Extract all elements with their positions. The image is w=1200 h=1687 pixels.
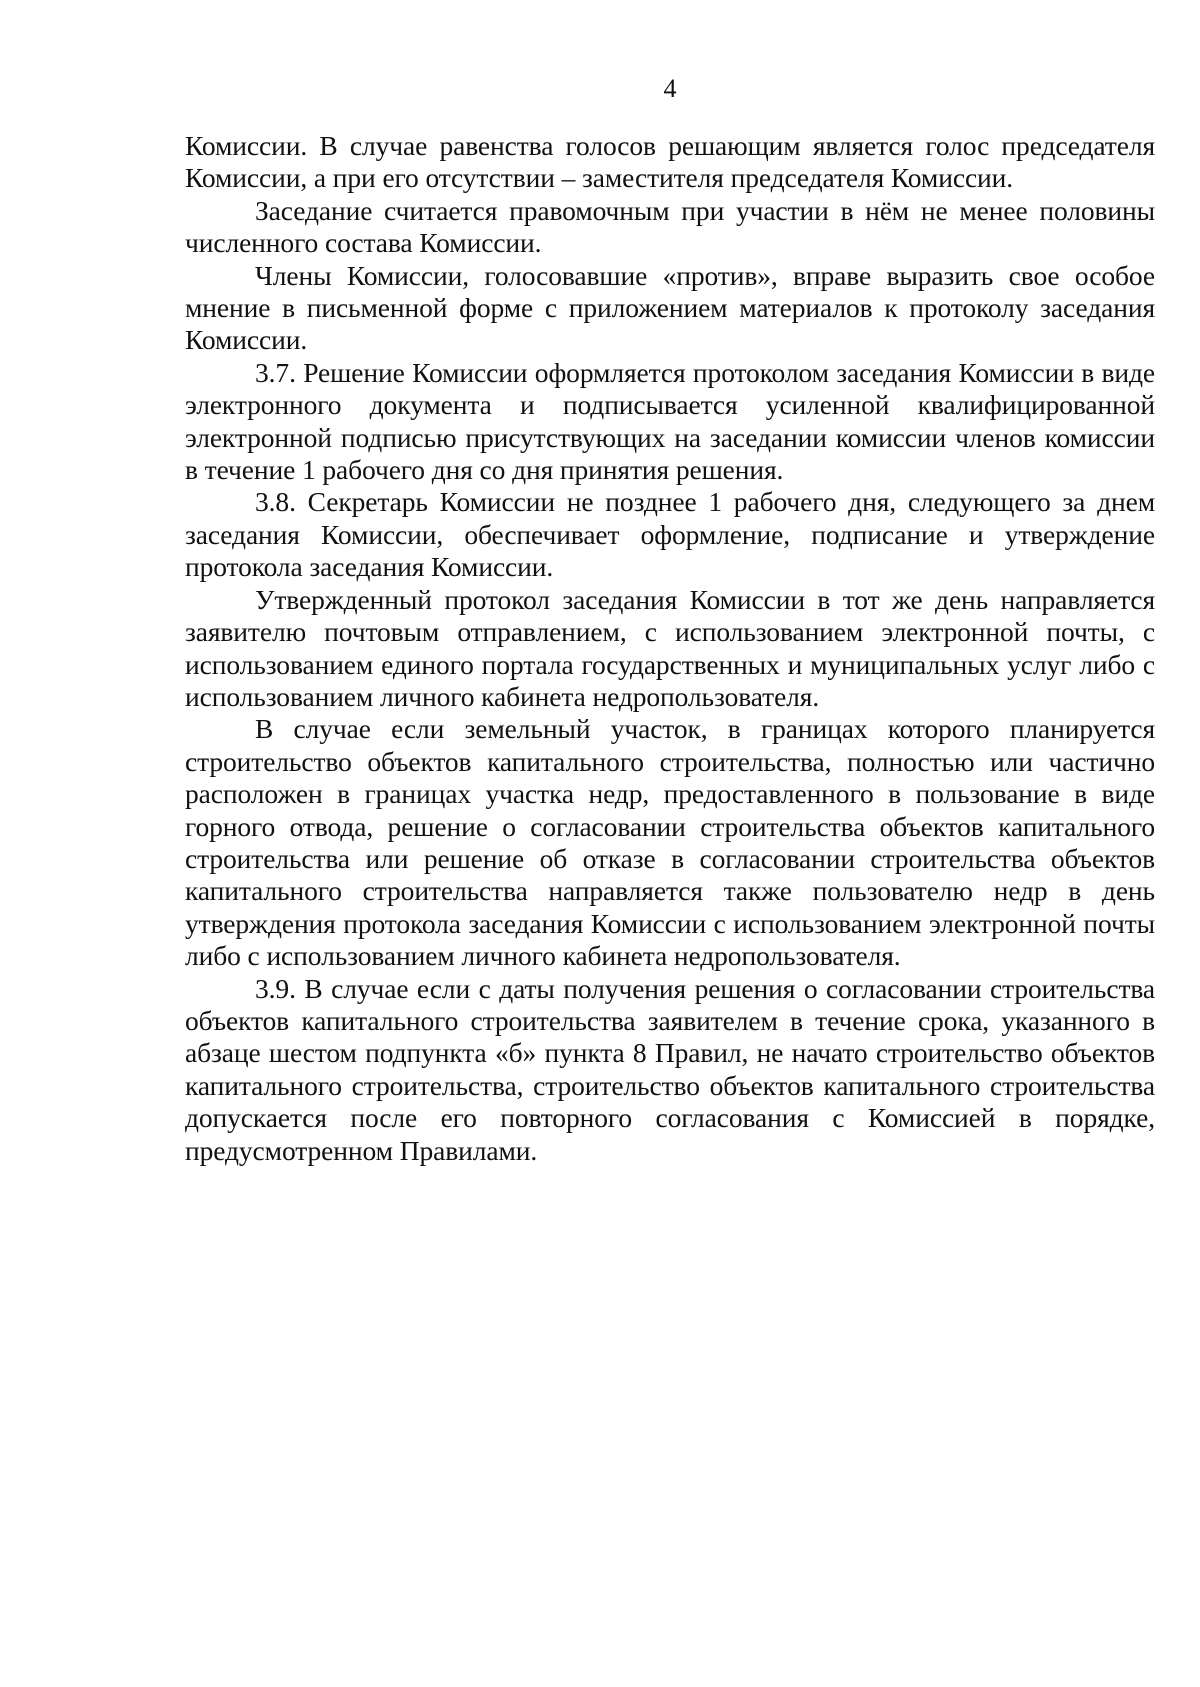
paragraph-3-7: 3.7. Решение Комиссии оформляется протоколом заседания Комиссии в виде электронного документа и подписывается усиленной квалифицированной электронной подписью присутствующих на заседании комиссии членов комиссии в течение 1 рабочего дня со дня принятия решения. (185, 356, 1155, 486)
paragraph-3-9: 3.9. В случае если с даты получения решения о согласовании строительства объектов капитального строительства заявителем в течение срока, указанного в абзаце шестом подпункта «б» пункта 8 Правил, не начато строительство объектов капитального строительства, строительство объектов капитального строительства допускается после его повторного согласования с Комиссией в порядке, предусмотренном Правилами. (185, 972, 1155, 1166)
paragraph-approved-protocol: Утвержденный протокол заседания Комиссии в тот же день направляется заявителю почтовым отправлением, с использованием электронной почты, с использованием единого портала государственных и муниципальных услуг либо с использованием личного кабинета недропользователя. (185, 583, 1155, 712)
paragraph-3-8: 3.8. Секретарь Комиссии не позднее 1 рабочего дня, следующего за днем заседания Комиссии, обеспечивает оформление, подписание и утверждение протокола заседания Комиссии. (185, 486, 1155, 583)
document-body (185, 130, 1155, 1167)
paragraph-dissenting-opinion: Члены Комиссии, голосовавшие «против», вправе выразить свое особое мнение в письменной форме с приложением материалов к протоколу заседания Комиссии. (185, 259, 1155, 356)
paragraph-land-plot: В случае если земельный участок, в границах которого планируется строительство объектов капитального строительства, полностью или частично расположен в границах участка недр, предоставленного в пользование в виде горного отвода, решение о согласовании строительства объектов капитального строительства или решение об отказе в согласовании строительства объектов капитального строительства направляется также пользователю недр в день утверждения протокола заседания Комиссии с использованием электронной почты либо с использованием личного кабинета недропользователя. (185, 713, 1155, 972)
paragraph-voting-tie: Комиссии. В случае равенства голосов решающим является голос председателя Комиссии, а при его отсутствии – заместителя председателя Комиссии. (185, 130, 1155, 194)
paragraph-quorum: Заседание считается правомочным при участии в нём не менее половины численного состава Комиссии. (185, 194, 1155, 259)
page-number: 4 (663, 74, 677, 103)
